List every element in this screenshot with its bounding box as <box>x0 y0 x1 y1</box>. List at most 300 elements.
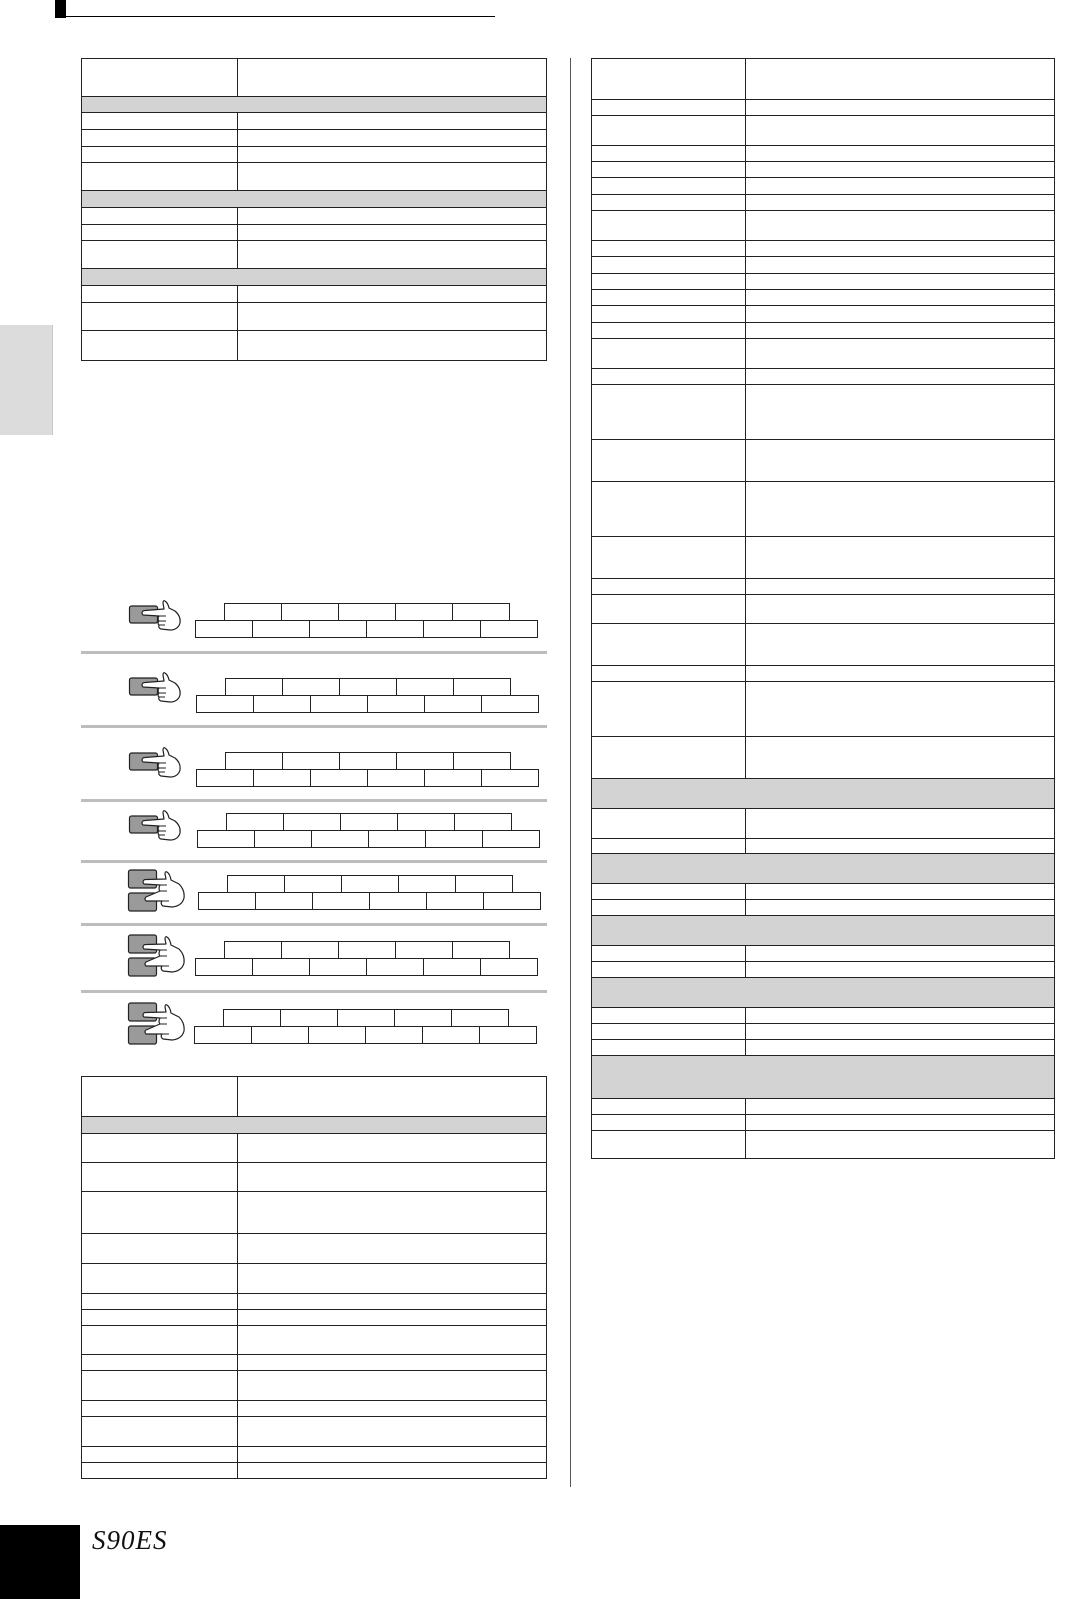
table-row <box>82 130 546 147</box>
parameter-description-cell <box>746 1040 1054 1055</box>
two-button-press-icon <box>127 1001 187 1056</box>
key-box <box>451 1009 509 1027</box>
key-box <box>284 875 342 893</box>
table-row <box>82 1294 546 1310</box>
parameter-description-cell <box>238 1326 546 1354</box>
parameter-description-cell <box>746 595 1054 623</box>
button-press-icon <box>128 598 184 637</box>
parameter-description-cell <box>238 1234 546 1263</box>
key-box <box>365 1026 423 1044</box>
parameter-name-cell <box>592 884 746 899</box>
diagram-separator <box>81 651 547 654</box>
table-row <box>82 1417 546 1447</box>
key-box <box>423 620 481 638</box>
parameter-name-cell <box>82 286 238 302</box>
parameter-name-cell <box>592 682 746 736</box>
key-box <box>452 941 510 959</box>
table-row <box>82 1134 546 1163</box>
parameter-name-cell <box>82 147 238 162</box>
parameter-name-cell <box>82 1192 238 1233</box>
parameter-name-cell <box>82 208 238 224</box>
parameter-name-cell <box>592 257 746 273</box>
key-box <box>367 769 425 787</box>
table-row <box>592 290 1054 306</box>
table-row <box>82 1463 546 1479</box>
table-row <box>592 211 1054 241</box>
table-row <box>82 1163 546 1192</box>
table-row <box>82 1192 546 1234</box>
section-header-row <box>82 269 546 286</box>
key-box <box>281 603 339 621</box>
key-box <box>425 830 483 848</box>
key-box <box>337 1009 395 1027</box>
chapter-side-tab <box>0 325 53 435</box>
table-row <box>82 303 546 331</box>
table-row <box>592 1040 1054 1056</box>
parameter-description-cell <box>746 211 1054 240</box>
parameter-name-cell <box>592 1131 746 1158</box>
table-row <box>82 1401 546 1417</box>
two-button-press-icon <box>127 868 187 923</box>
parameter-description-cell <box>746 306 1054 322</box>
parameter-name-cell <box>82 1401 238 1416</box>
table-row <box>592 809 1054 839</box>
table-row <box>592 1008 1054 1024</box>
parameter-name-cell <box>82 1234 238 1263</box>
parameter-name-cell <box>592 100 746 115</box>
key-box <box>283 813 341 831</box>
key-box <box>424 769 482 787</box>
parameter-description-cell <box>746 241 1054 256</box>
parameter-name-cell <box>592 59 746 99</box>
parameter-name-cell <box>592 666 746 681</box>
key-box <box>480 620 538 638</box>
key-box <box>225 752 283 770</box>
parameter-name-cell <box>592 839 746 853</box>
table-row <box>592 1131 1054 1159</box>
diagram-separator <box>81 725 547 728</box>
section-header-row <box>82 97 546 113</box>
table-row <box>592 146 1054 162</box>
parameter-description-cell <box>746 369 1054 384</box>
table-row <box>592 241 1054 257</box>
table-row <box>592 839 1054 854</box>
parameter-name-cell <box>82 225 238 240</box>
key-box <box>312 892 370 910</box>
parameter-name-cell <box>592 482 746 536</box>
key-box <box>483 892 541 910</box>
key-box <box>251 1026 309 1044</box>
parameter-description-cell <box>746 962 1054 977</box>
parameter-name-cell <box>592 962 746 977</box>
key-box <box>368 830 426 848</box>
parameter-description-cell <box>238 59 546 96</box>
parameter-name-cell <box>592 369 746 384</box>
table-row <box>592 900 1054 916</box>
parameter-description-cell <box>746 290 1054 305</box>
key-box <box>252 958 310 976</box>
table-header-row <box>82 59 546 97</box>
parameter-name-cell <box>82 241 238 268</box>
parameter-name-cell <box>82 1326 238 1354</box>
button-press-icon <box>128 670 184 709</box>
parameter-name-cell <box>82 1355 238 1370</box>
parameter-name-cell <box>592 809 746 838</box>
parameter-name-cell <box>592 290 746 305</box>
key-box <box>424 695 482 713</box>
key-box <box>481 695 539 713</box>
table-row <box>592 195 1054 211</box>
section-header-row <box>592 978 1054 1008</box>
key-box <box>309 620 367 638</box>
key-box <box>310 769 368 787</box>
section-header-row <box>592 854 1054 884</box>
parameter-name-cell <box>82 1264 238 1293</box>
parameter-name-cell <box>592 323 746 338</box>
key-box <box>396 678 454 696</box>
diagram-separator <box>81 799 547 802</box>
parameter-name-cell <box>82 130 238 146</box>
parameter-name-cell <box>82 1463 238 1478</box>
table-row <box>592 339 1054 369</box>
table-row <box>592 1099 1054 1115</box>
table-row <box>592 1024 1054 1040</box>
table-header-row <box>592 59 1054 100</box>
key-box <box>481 769 539 787</box>
button-press-icon <box>128 808 184 847</box>
parameter-description-cell <box>238 1134 546 1162</box>
key-box <box>366 620 424 638</box>
parameter-description-cell <box>746 682 1054 736</box>
parameter-description-cell <box>746 737 1054 778</box>
key-box <box>395 941 453 959</box>
parameter-name-cell <box>82 1447 238 1462</box>
parameter-description-cell <box>746 1008 1054 1023</box>
parameter-description-cell <box>746 482 1054 536</box>
diagram-separator <box>81 860 547 863</box>
parameter-name-cell <box>82 1310 238 1325</box>
header-marker <box>55 0 66 18</box>
section-header-row <box>82 191 546 208</box>
parameter-description-cell <box>238 1417 546 1446</box>
key-box <box>253 769 311 787</box>
key-box <box>224 941 282 959</box>
key-box <box>422 1026 480 1044</box>
parameter-description-cell <box>746 178 1054 194</box>
section-header-row <box>592 916 1054 946</box>
parameter-description-cell <box>238 1463 546 1478</box>
parameter-description-cell <box>238 208 546 224</box>
parameter-description-cell <box>238 130 546 146</box>
key-box <box>454 813 512 831</box>
table-row <box>82 1234 546 1264</box>
key-box <box>397 813 455 831</box>
parameter-description-cell <box>746 666 1054 681</box>
table-row <box>82 1371 546 1401</box>
parameter-description-cell <box>746 257 1054 273</box>
parameter-description-cell <box>238 1401 546 1416</box>
table-row <box>82 1310 546 1326</box>
key-box <box>340 813 398 831</box>
key-box <box>197 830 255 848</box>
key-box <box>252 620 310 638</box>
parameter-table-right <box>591 58 1055 1159</box>
parameter-description-cell <box>746 1131 1054 1158</box>
parameter-description-cell <box>238 286 546 302</box>
table-row <box>592 537 1054 579</box>
parameter-name-cell <box>592 211 746 240</box>
key-box <box>369 892 427 910</box>
parameter-name-cell <box>592 1115 746 1130</box>
key-box <box>479 1026 537 1044</box>
parameter-description-cell <box>238 1264 546 1293</box>
key-box <box>195 958 253 976</box>
key-box <box>452 603 510 621</box>
parameter-description-cell <box>746 274 1054 289</box>
section-header-row <box>592 1056 1054 1099</box>
parameter-description-cell <box>746 537 1054 578</box>
key-box <box>423 958 481 976</box>
table-row <box>592 162 1054 178</box>
section-header-row <box>592 779 1054 809</box>
key-box <box>455 875 513 893</box>
parameter-name-cell <box>82 1163 238 1191</box>
parameter-name-cell <box>592 1040 746 1055</box>
parameter-name-cell <box>82 163 238 190</box>
parameter-name-cell <box>592 737 746 778</box>
parameter-name-cell <box>592 595 746 623</box>
key-box <box>225 678 283 696</box>
parameter-table-upper-left <box>81 58 547 361</box>
parameter-description-cell <box>746 1024 1054 1039</box>
key-box <box>308 1026 366 1044</box>
table-row <box>592 579 1054 595</box>
parameter-description-cell <box>238 225 546 240</box>
parameter-name-cell <box>592 385 746 439</box>
table-row <box>592 440 1054 482</box>
parameter-description-cell <box>238 1371 546 1400</box>
parameter-name-cell <box>82 1417 238 1446</box>
table-row <box>82 147 546 163</box>
parameter-name-cell <box>592 195 746 210</box>
table-row <box>82 113 546 130</box>
table-row <box>82 1447 546 1463</box>
key-box <box>453 678 511 696</box>
key-box <box>280 1009 338 1027</box>
key-box <box>310 695 368 713</box>
table-row <box>592 595 1054 624</box>
table-row <box>592 962 1054 978</box>
parameter-name-cell <box>592 946 746 961</box>
table-row <box>82 241 546 269</box>
key-box <box>195 620 253 638</box>
parameter-name-cell <box>592 162 746 177</box>
parameter-name-cell <box>592 440 746 481</box>
parameter-description-cell <box>238 303 546 330</box>
key-box <box>426 892 484 910</box>
parameter-description-cell <box>746 339 1054 368</box>
table-row <box>592 116 1054 146</box>
key-box <box>453 752 511 770</box>
parameter-name-cell <box>82 59 238 96</box>
key-box <box>224 603 282 621</box>
parameter-name-cell <box>592 537 746 578</box>
parameter-name-cell <box>592 178 746 194</box>
parameter-description-cell <box>238 163 546 190</box>
key-box <box>309 958 367 976</box>
key-box <box>396 752 454 770</box>
key-box <box>226 813 284 831</box>
diagram-separator <box>81 990 547 993</box>
parameter-description-cell <box>746 162 1054 177</box>
parameter-name-cell <box>82 1077 238 1116</box>
table-row <box>592 385 1054 440</box>
key-box <box>281 941 339 959</box>
parameter-name-cell <box>82 1371 238 1400</box>
parameter-name-cell <box>592 274 746 289</box>
key-box <box>254 830 312 848</box>
parameter-description-cell <box>238 1077 546 1116</box>
parameter-description-cell <box>238 1192 546 1233</box>
key-box <box>398 875 456 893</box>
table-row <box>592 178 1054 195</box>
table-row <box>592 482 1054 537</box>
parameter-name-cell <box>592 241 746 256</box>
table-row <box>592 306 1054 323</box>
parameter-name-cell <box>592 579 746 594</box>
table-row <box>592 1115 1054 1131</box>
key-box <box>223 1009 281 1027</box>
parameter-description-cell <box>238 331 546 360</box>
parameter-name-cell <box>82 1134 238 1162</box>
key-box <box>255 892 313 910</box>
parameter-name-cell <box>82 1294 238 1309</box>
parameter-description-cell <box>746 440 1054 481</box>
parameter-description-cell <box>746 385 1054 439</box>
key-box <box>339 752 397 770</box>
table-row <box>82 1355 546 1371</box>
parameter-description-cell <box>746 59 1054 99</box>
parameter-name-cell <box>592 146 746 161</box>
key-box <box>253 695 311 713</box>
parameter-description-cell <box>746 946 1054 961</box>
table-row <box>82 1326 546 1355</box>
parameter-description-cell <box>746 809 1054 838</box>
key-box <box>341 875 399 893</box>
key-box <box>338 941 396 959</box>
key-box <box>227 875 285 893</box>
parameter-name-cell <box>592 339 746 368</box>
parameter-name-cell <box>82 303 238 330</box>
table-row <box>82 331 546 361</box>
parameter-name-cell <box>592 1024 746 1039</box>
key-box <box>311 830 369 848</box>
table-row <box>82 286 546 303</box>
parameter-description-cell <box>746 884 1054 899</box>
parameter-name-cell <box>592 1099 746 1114</box>
parameter-description-cell <box>746 146 1054 161</box>
parameter-description-cell <box>746 624 1054 665</box>
key-box <box>366 958 424 976</box>
parameter-description-cell <box>238 147 546 162</box>
key-box <box>338 603 396 621</box>
key-box <box>194 1026 252 1044</box>
parameter-description-cell <box>238 1163 546 1191</box>
parameter-description-cell <box>746 1115 1054 1130</box>
parameter-description-cell <box>746 579 1054 594</box>
button-press-icon <box>128 745 184 784</box>
parameter-name-cell <box>592 900 746 915</box>
key-box <box>395 603 453 621</box>
parameter-description-cell <box>238 1447 546 1462</box>
parameter-description-cell <box>238 1310 546 1325</box>
parameter-description-cell <box>238 1355 546 1370</box>
table-row <box>592 323 1054 339</box>
table-row <box>82 225 546 241</box>
column-divider <box>570 58 571 1487</box>
table-row <box>82 1264 546 1294</box>
page-number-block <box>0 1525 80 1599</box>
table-row <box>592 369 1054 385</box>
parameter-description-cell <box>238 113 546 129</box>
table-row <box>592 682 1054 737</box>
diagram-separator <box>81 923 547 926</box>
parameter-name-cell <box>592 624 746 665</box>
table-row <box>592 884 1054 900</box>
header-rule <box>66 16 495 17</box>
parameter-name-cell <box>592 306 746 322</box>
key-box <box>282 678 340 696</box>
key-box <box>394 1009 452 1027</box>
table-row <box>592 624 1054 666</box>
parameter-description-cell <box>746 839 1054 853</box>
parameter-description-cell <box>746 116 1054 145</box>
parameter-description-cell <box>746 900 1054 915</box>
key-box <box>198 892 256 910</box>
parameter-name-cell <box>592 1008 746 1023</box>
key-box <box>367 695 425 713</box>
key-box <box>282 752 340 770</box>
key-box <box>196 769 254 787</box>
parameter-table-lower-left <box>81 1076 547 1479</box>
table-row <box>592 100 1054 116</box>
section-header-row <box>82 1117 546 1134</box>
parameter-description-cell <box>746 195 1054 210</box>
parameter-description-cell <box>238 1294 546 1309</box>
parameter-name-cell <box>592 116 746 145</box>
table-row <box>82 163 546 191</box>
key-box <box>339 678 397 696</box>
parameter-description-cell <box>746 323 1054 338</box>
parameter-name-cell <box>82 113 238 129</box>
parameter-description-cell <box>746 100 1054 115</box>
parameter-description-cell <box>238 241 546 268</box>
key-box <box>196 695 254 713</box>
table-row <box>592 737 1054 779</box>
table-row <box>592 274 1054 290</box>
key-box <box>482 830 540 848</box>
table-row <box>82 208 546 225</box>
table-row <box>592 946 1054 962</box>
product-logo: S90ES <box>92 1525 168 1555</box>
key-box <box>480 958 538 976</box>
parameter-name-cell <box>82 331 238 360</box>
table-header-row <box>82 1077 546 1117</box>
table-row <box>592 666 1054 682</box>
parameter-description-cell <box>746 1099 1054 1114</box>
two-button-press-icon <box>127 933 187 988</box>
table-row <box>592 257 1054 274</box>
